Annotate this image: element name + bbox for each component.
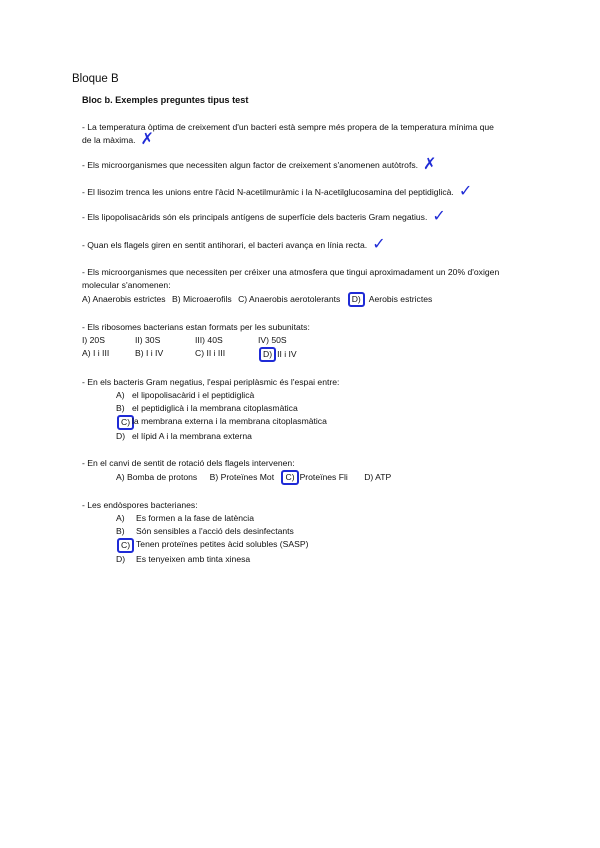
question-6: - Els microorganismes que necessiten per créixer una atmosfera que tingui aproximadament un 20% d'oxigen molecular s'anomenen: A) Anaerobis estrictes B) Microaerofils C) Anaerobis aerotolerants D) Aerobis estrictes: [82, 266, 502, 307]
question-8: - En els bacteris Gram negatius, l'espai periplàsmic és l'espai entre: A) el lipopolisacàrid i el peptidiglicà B) el peptidiglicà i la membrana citoplasmàtica C) la membrana externa i la membrana citoplasmàtica D) el lípid A i la membrana externa: [82, 377, 340, 441]
question-5: - Quan els flagels giren en sentit antihorari, el bacteri avança en línia recta. ✓: [82, 234, 386, 253]
check-mark-icon: ✓: [458, 181, 473, 200]
question-1: - La temperatura òptima de creixement d'un bacteri està sempre més propera de la temperatura mínima que de la màxima. ✗: [82, 122, 494, 148]
option-b: B) Microaerofils: [171, 294, 232, 304]
option-d-label: D): [348, 292, 365, 307]
option-d: Aerobis estrictes: [368, 294, 433, 304]
option-b: B) Proteïnes Mot: [209, 472, 275, 482]
cross-mark-icon: ✗: [423, 154, 437, 173]
option-a: A) I i III: [82, 348, 110, 358]
options-list: [82, 347, 502, 362]
question-7: - Els ribosomes bacterians estan formats per les subunitats: I) 20S II) 30S III) 40S IV) 50S A) I i III B) I i IV C) II i III D) II i IV: [82, 321, 502, 362]
question-4: - Els lipopolisacàrids són els principals antígens de superfície dels bacteris Gram negatius. ✓: [82, 206, 446, 225]
option-d-label: D): [259, 347, 276, 362]
question-2: - Els microorganismes que necessiten algun factor de creixement s'anomenen autòtrofs. ✗: [82, 154, 437, 173]
check-mark-icon: ✓: [432, 206, 446, 225]
option-a: A) Anaerobis estrictes: [82, 294, 166, 304]
question-9: - En el canvi de sentit de rotació dels flagels intervenen: A) Bomba de protons B) Proteïnes Mot C) Proteïnes Fli D) ATP: [82, 457, 502, 485]
option-c: Proteïnes Fli: [299, 472, 348, 482]
option-c: C) Anaerobis aerotolerants: [238, 294, 341, 304]
question-10: - Les endòspores bacterianes: A) Es formen a la fase de latència B) Són sensibles a l'acció dels desinfectants C) Tenen proteïnes petites àcid solubles (SASP) D) Es tenyeixen amb tinta xinesa: [82, 500, 309, 564]
option-d: D) ATP: [364, 472, 392, 482]
option-c-label: C): [117, 538, 134, 553]
subunit-list: I) 20S II) 30S III) 40S IV) 50S: [82, 335, 287, 345]
page-title: Bloque B: [72, 73, 119, 85]
option-c: C) II i III: [195, 348, 226, 358]
option-c-label: C): [117, 415, 134, 430]
check-mark-icon: ✓: [372, 234, 386, 253]
option-d: II i IV: [277, 349, 297, 359]
exam-content: [82, 94, 502, 575]
option-a: A) Bomba de protons: [116, 472, 198, 482]
option-c-label: C): [281, 470, 298, 485]
cross-mark-icon: ✗: [140, 129, 154, 148]
option-b: B) I i IV: [135, 348, 164, 358]
section-heading: Bloc b. Exemples preguntes tipus test: [82, 95, 249, 105]
question-3: - El lisozim trenca les unions entre l'àcid N-acetilmuràmic i la N-acetilglucosamina del peptidiglicà. ✓: [82, 181, 473, 200]
